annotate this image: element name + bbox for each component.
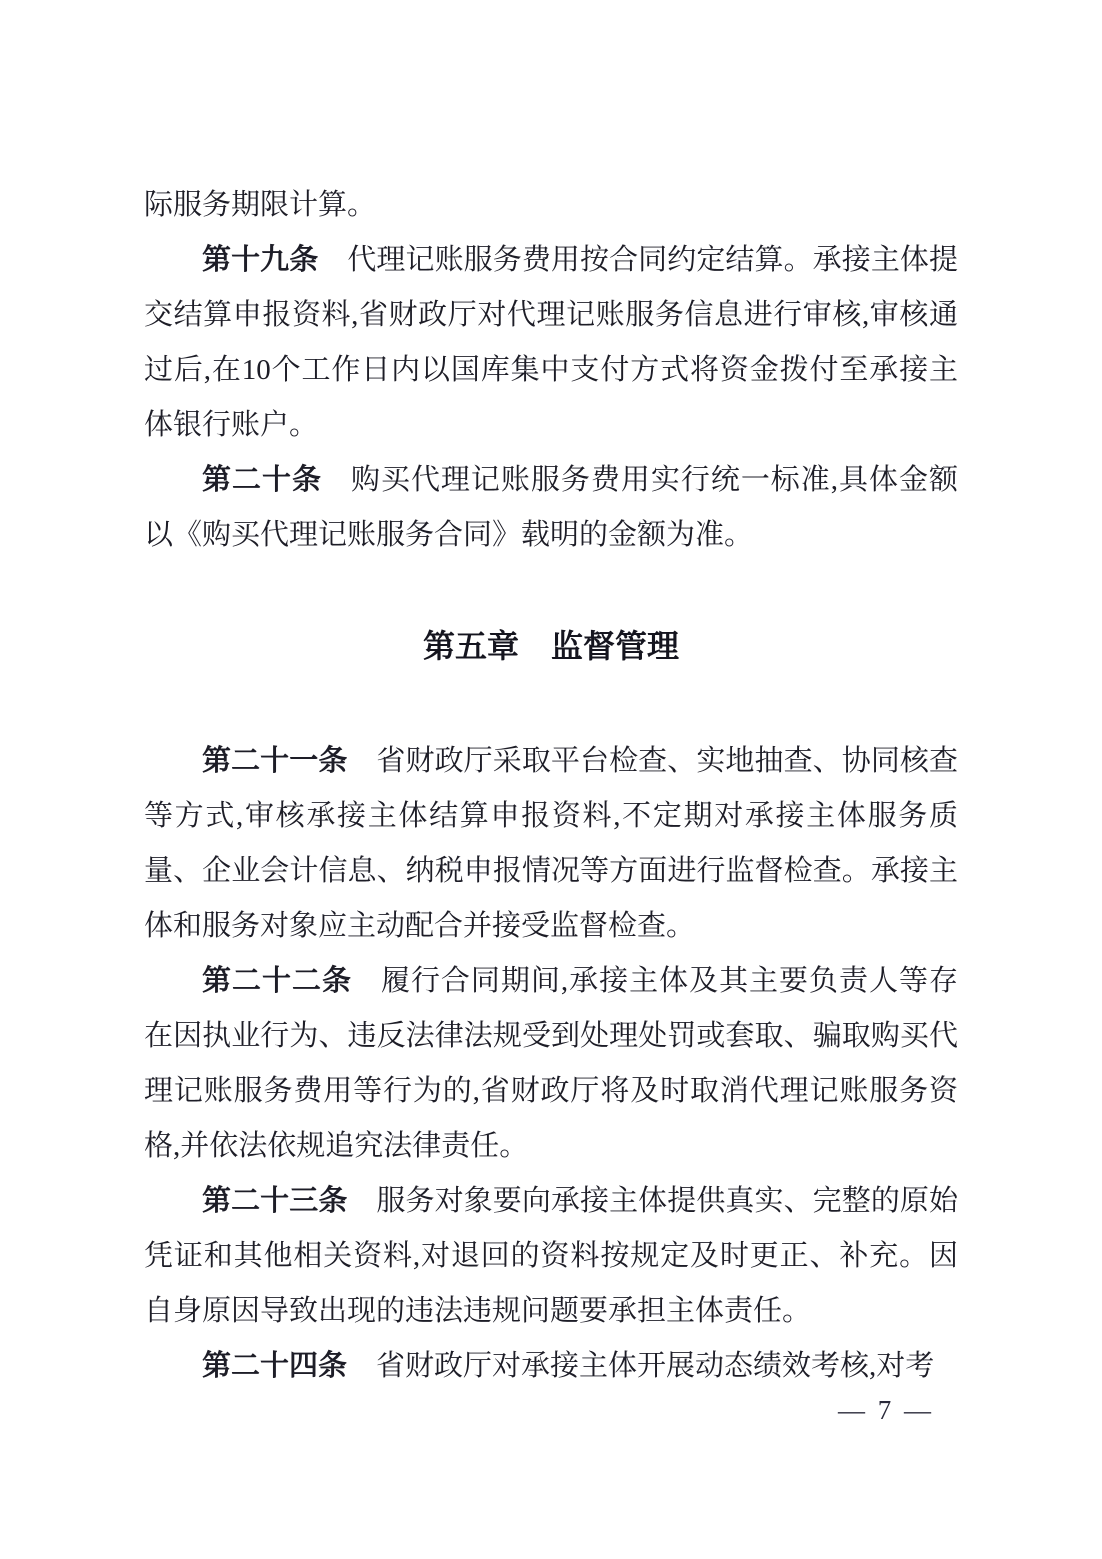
- article-21-text: 省财政厅采取平台检查、实地抽查、协同核查等方式,审核承接主体结算申报资料,不定期对承接主体服务质量、企业会计信息、纳税申报情况等方面进行监督检查。承接主体和服务对象应主动配合并接受监督检查。: [144, 745, 958, 942]
- article-paragraph-19: [144, 233, 958, 453]
- article-paragraph-22: [144, 954, 958, 1174]
- paragraph-continuation: [144, 178, 958, 233]
- article-paragraph-23: [144, 1174, 958, 1339]
- article-22-number: 第二十二条: [202, 965, 352, 997]
- article-20-text: 购买代理记账服务费用实行统一标准,具体金额以《购买代理记账服务合同》载明的金额为准。: [144, 464, 958, 551]
- article-23-number: 第二十三条: [202, 1185, 348, 1217]
- article-19-text: 代理记账服务费用按合同约定结算。承接主体提交结算申报资料,省财政厅对代理记账服务信息进行审核,审核通过后,在10个工作日内以国库集中支付方式将资金拨付至承接主体银行账户。: [144, 244, 958, 441]
- continuation-text: 际服务期限计算。: [144, 189, 377, 221]
- article-24-text: 省财政厅对承接主体开展动态绩效考核,对考: [376, 1350, 935, 1382]
- article-20-number: 第二十条: [202, 464, 322, 496]
- chapter-heading: [144, 619, 958, 674]
- page-number: — 7 —: [838, 1395, 934, 1425]
- article-paragraph-20: [144, 453, 958, 563]
- article-21-number: 第二十一条: [202, 745, 348, 777]
- article-22-text: 履行合同期间,承接主体及其主要负责人等存在因执业行为、违反法律法规受到处理处罚或套取、骗取购买代理记账服务费用等行为的,省财政厅将及时取消代理记账服务资格,并依法依规追究法律责任。: [144, 965, 958, 1162]
- article-paragraph-24: [144, 1339, 958, 1394]
- document-body: [144, 178, 958, 1394]
- chapter-heading-text: 第五章 监督管理: [422, 628, 679, 664]
- article-paragraph-21: [144, 734, 958, 954]
- article-19-number: 第十九条: [202, 244, 319, 276]
- article-23-text: 服务对象要向承接主体提供真实、完整的原始凭证和其他相关资料,对退回的资料按规定及时更正、补充。因自身原因导致出现的违法违规问题要承担主体责任。: [144, 1185, 958, 1327]
- article-24-number: 第二十四条: [202, 1350, 348, 1382]
